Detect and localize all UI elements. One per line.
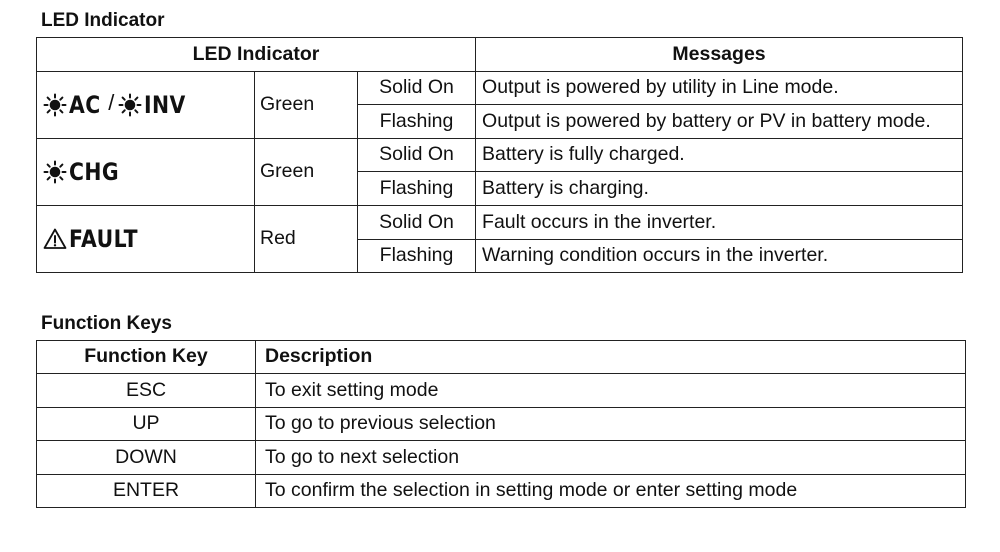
indicator-fault: [37, 205, 255, 272]
table-header-row: [37, 341, 966, 374]
sun-icon: [43, 160, 67, 184]
table-row: [37, 374, 966, 407]
indicator-message: Output is powered by battery or PV in battery mode.: [476, 105, 963, 139]
indicator-label-fault: FAULT: [69, 225, 138, 254]
indicator-state: Solid On: [358, 71, 476, 105]
header-function-key: Function Key: [37, 341, 256, 374]
led-indicator-section-title: LED Indicator: [41, 10, 165, 31]
indicator-message: Warning condition occurs in the inverter.: [476, 239, 963, 273]
function-key-description: To exit setting mode: [256, 374, 966, 407]
indicator-ac-inv: [37, 71, 255, 138]
indicator-color: Red: [255, 205, 358, 272]
function-keys-table: [36, 340, 966, 508]
function-key-description: To go to next selection: [256, 441, 966, 474]
indicator-chg: [37, 138, 255, 205]
led-indicator-table: [36, 37, 963, 273]
warning-triangle-icon: [43, 227, 67, 251]
indicator-state: Flashing: [358, 172, 476, 206]
function-key-description: To confirm the selection in setting mode or enter setting mode: [256, 474, 966, 507]
indicator-color: Green: [255, 138, 358, 205]
table-row: [37, 441, 966, 474]
indicator-label-ac: AC: [69, 91, 101, 120]
table-row: [37, 407, 966, 440]
indicator-message: Battery is charging.: [476, 172, 963, 206]
table-row: [37, 205, 963, 239]
indicator-state: Flashing: [358, 105, 476, 139]
indicator-separator: /: [108, 90, 115, 116]
indicator-message: Battery is fully charged.: [476, 138, 963, 172]
function-key-description: To go to previous selection: [256, 407, 966, 440]
indicator-state: Solid On: [358, 138, 476, 172]
indicator-state: Solid On: [358, 205, 476, 239]
function-key-name: UP: [37, 407, 256, 440]
function-key-name: ESC: [37, 374, 256, 407]
table-row: [37, 71, 963, 105]
header-led-indicator: LED Indicator: [37, 38, 476, 72]
sun-icon: [118, 93, 142, 117]
table-row: [37, 474, 966, 507]
indicator-label-chg: CHG: [69, 157, 120, 186]
indicator-label-inv: INV: [144, 91, 187, 120]
indicator-message: Output is powered by utility in Line mode.: [476, 71, 963, 105]
table-header-row: [37, 38, 963, 72]
header-messages: Messages: [476, 38, 963, 72]
table-row: [37, 138, 963, 172]
function-key-name: ENTER: [37, 474, 256, 507]
sun-icon: [43, 93, 67, 117]
function-key-name: DOWN: [37, 441, 256, 474]
indicator-message: Fault occurs in the inverter.: [476, 205, 963, 239]
function-keys-section-title: Function Keys: [41, 313, 172, 334]
indicator-state: Flashing: [358, 239, 476, 273]
indicator-color: Green: [255, 71, 358, 138]
header-description: Description: [256, 341, 966, 374]
